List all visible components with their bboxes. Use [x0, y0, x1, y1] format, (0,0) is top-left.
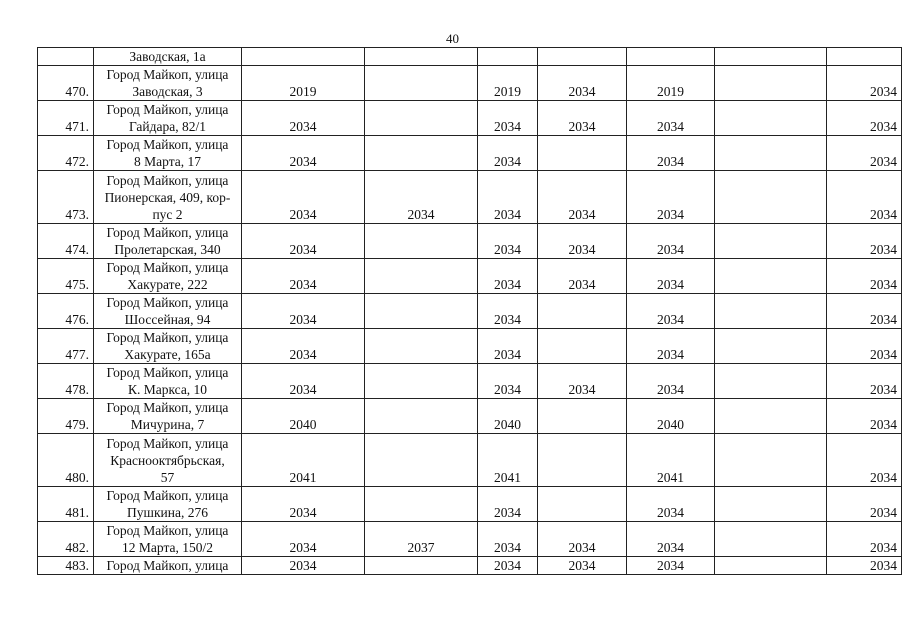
year-cell: [365, 259, 478, 294]
year-cell: 2034: [627, 171, 715, 224]
year-cell: [715, 101, 827, 136]
year-cell: 2034: [478, 487, 538, 522]
year-cell: [715, 522, 827, 557]
address-cell: [94, 259, 242, 294]
year-cell: [715, 224, 827, 259]
address-line: Город Майкоп, улица: [106, 137, 229, 152]
year-cell: 2034: [827, 136, 902, 171]
year-cell: 2034: [538, 101, 627, 136]
address-cell: [94, 136, 242, 171]
year-cell: 2034: [242, 557, 365, 575]
year-cell: [715, 136, 827, 171]
year-cell: [365, 329, 478, 364]
address-line: Город Майкоп, улица: [106, 523, 229, 538]
year-cell: 2034: [627, 294, 715, 329]
row-number-cell: 479.: [38, 399, 94, 434]
year-cell: [715, 329, 827, 364]
year-cell: [538, 487, 627, 522]
address-line: Город Майкоп, улица: [106, 558, 229, 573]
address-line: Город Майкоп, улица: [106, 173, 229, 188]
row-number-cell: 474.: [38, 224, 94, 259]
year-cell: 2034: [827, 329, 902, 364]
data-table: [37, 47, 902, 575]
year-cell: [538, 434, 627, 487]
table-row: [38, 329, 902, 364]
year-cell: [627, 48, 715, 66]
address-line: Город Майкоп, улица: [106, 400, 229, 415]
year-cell: 2034: [827, 487, 902, 522]
address-line: Город Майкоп, улица: [106, 295, 229, 310]
year-cell: 2034: [827, 364, 902, 399]
year-cell: [365, 136, 478, 171]
year-cell: 2034: [478, 522, 538, 557]
row-number-cell: 472.: [38, 136, 94, 171]
year-cell: [365, 101, 478, 136]
year-cell: 2034: [627, 522, 715, 557]
table-row: [38, 487, 902, 522]
year-cell: 2034: [627, 136, 715, 171]
address-cell: [94, 364, 242, 399]
address-line: Хакурате, 165а: [124, 347, 211, 362]
table-row: [38, 136, 902, 171]
address-line: Город Майкоп, улица: [106, 488, 229, 503]
row-number-cell: 483.: [38, 557, 94, 575]
address-line: Город Майкоп, улица: [106, 436, 229, 451]
year-cell: 2034: [538, 66, 627, 101]
year-cell: 2034: [538, 259, 627, 294]
row-number-cell: 478.: [38, 364, 94, 399]
address-line: пус 2: [152, 207, 183, 222]
year-cell: 2034: [627, 101, 715, 136]
year-cell: 2034: [242, 487, 365, 522]
year-cell: [538, 136, 627, 171]
address-line: Шоссейная, 94: [124, 312, 211, 327]
year-cell: 2034: [242, 294, 365, 329]
year-cell: 2034: [627, 224, 715, 259]
address-line: Краснооктябрьская,: [110, 453, 225, 468]
year-cell: 2034: [478, 171, 538, 224]
row-number-cell: 476.: [38, 294, 94, 329]
year-cell: [478, 48, 538, 66]
year-cell: [538, 294, 627, 329]
address-cell: [94, 66, 242, 101]
year-cell: [538, 48, 627, 66]
year-cell: [715, 259, 827, 294]
year-cell: [365, 487, 478, 522]
address-cell: [94, 294, 242, 329]
year-cell: 2034: [827, 66, 902, 101]
year-cell: 2034: [242, 224, 365, 259]
address-cell: [94, 522, 242, 557]
address-cell: [94, 329, 242, 364]
year-cell: 2034: [627, 557, 715, 575]
address-line: Хакурате, 222: [127, 277, 208, 292]
address-cell: [94, 487, 242, 522]
year-cell: [538, 329, 627, 364]
year-cell: 2041: [478, 434, 538, 487]
year-cell: 2034: [478, 294, 538, 329]
year-cell: 2034: [478, 557, 538, 575]
table-row: [38, 171, 902, 224]
address-cell: [94, 557, 242, 575]
year-cell: 2034: [627, 329, 715, 364]
address-line: Гайдара, 82/1: [128, 119, 207, 134]
year-cell: [365, 48, 478, 66]
year-cell: [365, 294, 478, 329]
year-cell: 2034: [478, 136, 538, 171]
year-cell: 2019: [242, 66, 365, 101]
year-cell: [715, 48, 827, 66]
year-cell: [715, 399, 827, 434]
address-line: 12 Марта, 150/2: [122, 540, 213, 555]
year-cell: [715, 364, 827, 399]
year-cell: 2034: [242, 101, 365, 136]
year-cell: [715, 294, 827, 329]
year-cell: 2034: [827, 171, 902, 224]
table-row: [38, 259, 902, 294]
address-cell: [94, 171, 242, 224]
year-cell: 2034: [242, 522, 365, 557]
row-number-cell: 473.: [38, 171, 94, 224]
year-cell: [365, 364, 478, 399]
year-cell: 2034: [827, 101, 902, 136]
row-number-cell: 471.: [38, 101, 94, 136]
year-cell: 2034: [827, 259, 902, 294]
row-number-cell: 480.: [38, 434, 94, 487]
row-number-cell: 477.: [38, 329, 94, 364]
year-cell: 2034: [478, 329, 538, 364]
year-cell: 2034: [627, 487, 715, 522]
address-line: К. Маркса, 10: [127, 382, 208, 397]
table-row: [38, 66, 902, 101]
address-line: Город Майкоп, улица: [106, 102, 229, 117]
year-cell: 2034: [827, 224, 902, 259]
year-cell: 2034: [242, 364, 365, 399]
address-line: Заводская, 3: [132, 84, 203, 99]
year-cell: 2034: [827, 294, 902, 329]
year-cell: [365, 66, 478, 101]
address-line: Пролетарская, 340: [114, 242, 221, 257]
address-cell: [94, 101, 242, 136]
year-cell: 2040: [627, 399, 715, 434]
year-cell: 2034: [538, 171, 627, 224]
row-number-cell: 475.: [38, 259, 94, 294]
year-cell: [538, 399, 627, 434]
year-cell: 2034: [538, 557, 627, 575]
address-cell: [94, 399, 242, 434]
address-line: 8 Марта, 17: [134, 154, 201, 169]
year-cell: [715, 487, 827, 522]
year-cell: 2034: [538, 522, 627, 557]
table-row-continuation: [38, 48, 902, 66]
year-cell: 2034: [242, 136, 365, 171]
year-cell: 2034: [242, 259, 365, 294]
year-cell: 2034: [365, 171, 478, 224]
row-number-cell: 481.: [38, 487, 94, 522]
year-cell: 2034: [538, 224, 627, 259]
address-line: Пионерская, 409, кор-: [104, 190, 231, 205]
address-line: Город Майкоп, улица: [106, 225, 229, 240]
year-cell: 2041: [627, 434, 715, 487]
year-cell: 2040: [478, 399, 538, 434]
year-cell: 2034: [478, 364, 538, 399]
table-row: [38, 399, 902, 434]
address-line: Город Майкоп, улица: [106, 67, 229, 82]
address-line: Пушкина, 276: [127, 505, 208, 520]
address-line: Город Майкоп, улица: [106, 365, 229, 380]
year-cell: 2034: [827, 557, 902, 575]
table-row: [38, 364, 902, 399]
year-cell: [365, 224, 478, 259]
year-cell: [715, 66, 827, 101]
year-cell: 2034: [538, 364, 627, 399]
year-cell: 2034: [478, 224, 538, 259]
year-cell: 2034: [242, 171, 365, 224]
address-line: Мичурина, 7: [130, 417, 205, 432]
address-line: 57: [160, 470, 175, 485]
table-row: [38, 294, 902, 329]
year-cell: 2034: [627, 364, 715, 399]
year-cell: 2034: [827, 434, 902, 487]
table-row: [38, 434, 902, 487]
year-cell: [827, 48, 902, 66]
table-row: [38, 557, 902, 575]
year-cell: 2034: [627, 259, 715, 294]
year-cell: 2040: [242, 399, 365, 434]
address-cell: [94, 224, 242, 259]
page-number: 40: [446, 31, 459, 46]
table-body: [38, 48, 902, 575]
table-row: [38, 224, 902, 259]
row-number-cell: 470.: [38, 66, 94, 101]
year-cell: 2034: [242, 329, 365, 364]
row-number-cell: [38, 48, 94, 66]
address-cell: Заводская, 1а: [94, 48, 242, 66]
year-cell: 2019: [627, 66, 715, 101]
row-number-cell: 482.: [38, 522, 94, 557]
address-line: Город Майкоп, улица: [106, 330, 229, 345]
year-cell: [715, 171, 827, 224]
year-cell: 2041: [242, 434, 365, 487]
year-cell: [242, 48, 365, 66]
year-cell: 2037: [365, 522, 478, 557]
table-row: [38, 522, 902, 557]
year-cell: 2034: [478, 259, 538, 294]
year-cell: [365, 399, 478, 434]
year-cell: [365, 434, 478, 487]
year-cell: 2034: [478, 101, 538, 136]
year-cell: 2034: [827, 522, 902, 557]
year-cell: [715, 434, 827, 487]
table-row: [38, 101, 902, 136]
year-cell: 2034: [827, 399, 902, 434]
year-cell: [715, 557, 827, 575]
year-cell: [365, 557, 478, 575]
address-cell: [94, 434, 242, 487]
address-line: Город Майкоп, улица: [106, 260, 229, 275]
year-cell: 2019: [478, 66, 538, 101]
